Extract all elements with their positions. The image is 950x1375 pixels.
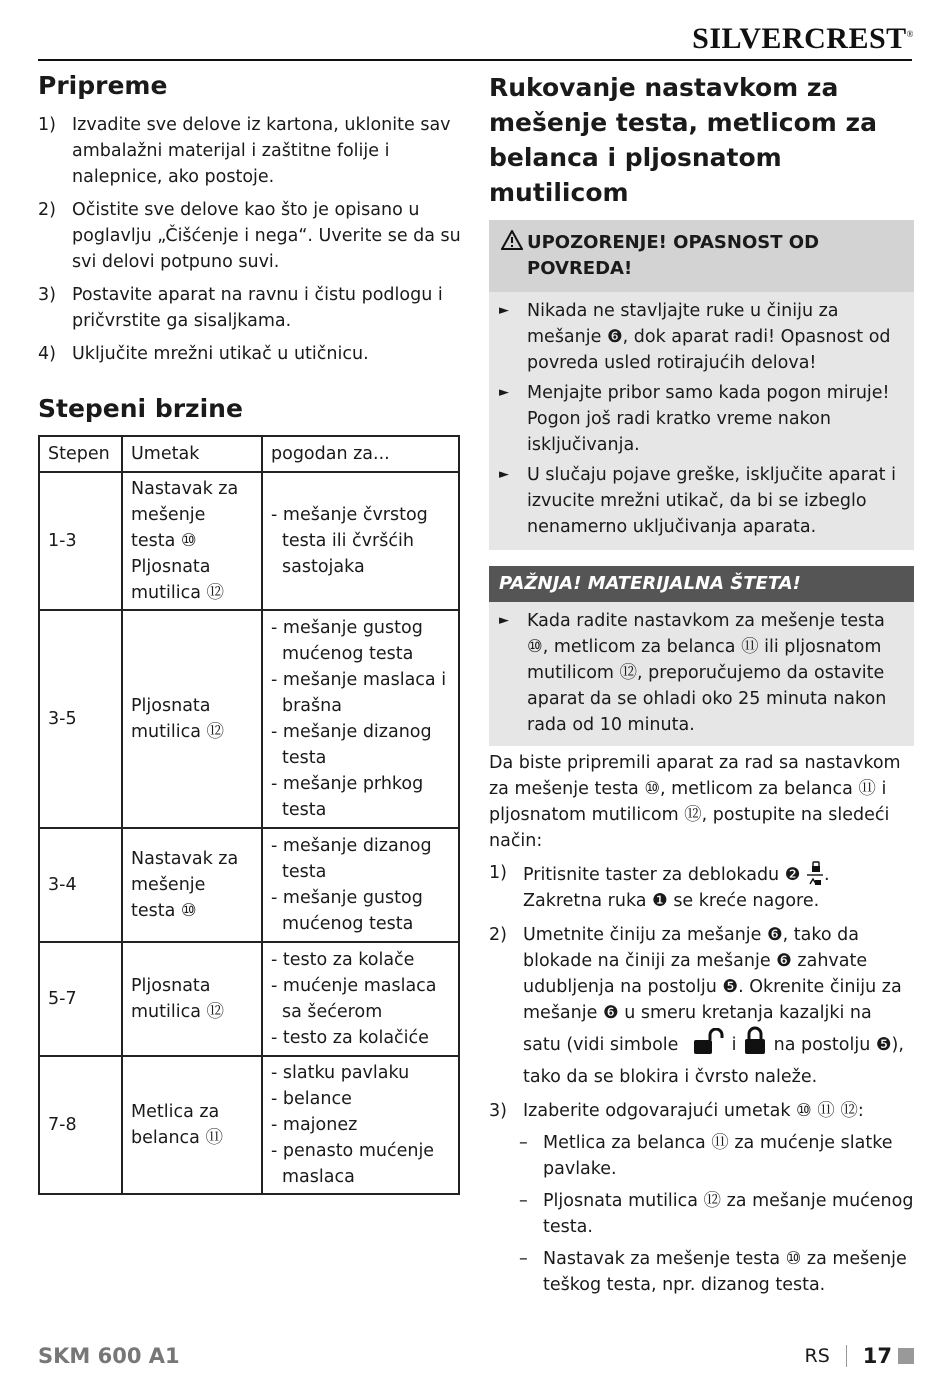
option-item [519, 1246, 914, 1298]
footer-language: RS [804, 1345, 830, 1367]
step-1-text-a: Pritisnite taster za deblokadu ❷ [523, 865, 801, 885]
use-item: - belance [271, 1089, 352, 1109]
table-row [39, 472, 459, 610]
option-text: Metlica za belanca ⑪ za mućenje slatke pavlake. [543, 1133, 893, 1179]
use-text: mešanje gustog mućenog testa [282, 618, 423, 664]
warning-box [489, 220, 914, 550]
warning-triangle-icon [501, 230, 527, 282]
cell-uses [262, 610, 459, 828]
step-number: 1) [489, 863, 507, 883]
procedure-list [489, 860, 914, 1304]
use-item: - testo za kolačiće [271, 1028, 429, 1048]
use-text: mućenje maslaca sa šećerom [282, 976, 437, 1022]
option-item [519, 1130, 914, 1182]
bullet-text: U slučaju pojave greške, isključite aparat i izvucite mrežni utikač, da bi se izbeglo nenamerno uključivanja aparata. [527, 465, 896, 537]
prep-title: Pripreme [38, 71, 168, 100]
warning-list [489, 298, 914, 540]
use-item: - mešanje gustog mućenog testa [271, 618, 423, 664]
cell-umetak [122, 610, 262, 828]
use-item: - majonez [271, 1115, 358, 1135]
col-header-umetak: Umetak [122, 436, 262, 472]
option-item [519, 1188, 914, 1240]
arrow-bullet-icon: ► [499, 613, 509, 628]
attachment-name [131, 476, 253, 554]
step-2-and: i [731, 1035, 737, 1055]
intro-paragraph: Da biste pripremili aparat za rad sa nastavkom za mešenje testa ⑩, metlicom za belanca ⑪ i pljosnatom mutilicom ⑫, postupite na sledeći način: [489, 753, 901, 851]
step-number: 4) [38, 344, 56, 364]
attachment-name [131, 554, 253, 606]
use-text: mešanje čvrstog testa ili čvršćih sastojaka [282, 505, 428, 577]
bullet-text: Kada radite nastavkom za mešenje testa ⑩, metlicom za belanca ⑪ ili pljosnatom mutilicom ⑫, preporučujemo da ostavite aparat da se ohladi oko 25 minuta nakon rada od 10 minuta. [527, 611, 887, 735]
table-row [39, 828, 459, 942]
step-3-text: Izaberite odgovarajući umetak ⑩ ⑪ ⑫: [523, 1101, 864, 1121]
step-number: 1) [38, 115, 56, 135]
use-item: - mešanje maslaca i brašna [271, 670, 447, 716]
table-row [39, 942, 459, 1056]
attachment-number: ⑫ [206, 722, 225, 742]
use-text: mešanje prhkog testa [282, 774, 424, 820]
table-row [39, 1056, 459, 1194]
attachment-number: ⑩ [180, 531, 197, 551]
attachment-number: ⑫ [206, 583, 225, 603]
cell-stepen: 1-3 [39, 472, 122, 610]
use-text: slatku pavlaku [282, 1063, 410, 1083]
use-item: - testo za kolače [271, 950, 415, 970]
attachment-number: ⑪ [205, 1128, 223, 1148]
section-title: Rukovanje nastavkom za mešenje testa, metlicom za belanca i pljosnatom mutilicom [489, 73, 877, 207]
cell-umetak [122, 1056, 262, 1194]
use-item: - mešanje dizanog testa [271, 722, 432, 768]
footer-separator [846, 1345, 847, 1367]
attachment-number: ⑫ [206, 1002, 225, 1022]
use-text: majonez [282, 1115, 358, 1135]
prep-step [38, 112, 462, 190]
attachment-label: Pljosnata mutilica [131, 696, 211, 742]
caution-list [489, 608, 914, 738]
arrow-bullet-icon: ► [499, 467, 509, 482]
dash-marker: – [519, 1133, 528, 1153]
step-number: 3) [489, 1101, 507, 1121]
table-row [39, 610, 459, 828]
bullet-text: Menjajte pribor samo kada pogon miruje! Pogon još radi kratko vreme nakon isključivanja. [527, 383, 890, 455]
use-item: - mešanje gustog mućenog testa [271, 888, 423, 934]
use-item: - mućenje maslaca sa šećerom [271, 976, 437, 1022]
attachment-label: Metlica za belanca [131, 1102, 220, 1148]
step-2-text-b: na postolju ❺), tako da se blokira i čvrsto naleže. [523, 1035, 904, 1087]
unlock-symbol-icon [806, 860, 824, 886]
attachment-label: Pljosnata mutilica [131, 976, 211, 1022]
prep-step [38, 282, 462, 334]
step-text: Postavite aparat na ravnu i čistu podlogu i pričvrstite ga sisaljkama. [72, 285, 443, 331]
use-item: - mešanje čvrstog testa ili čvršćih sastojaka [271, 505, 428, 577]
attachment-label: Nastavak za mešenje testa [131, 479, 239, 551]
unlocked-padlock-icon [692, 1028, 726, 1064]
cell-stepen: 3-4 [39, 828, 122, 942]
dash-marker: – [519, 1249, 528, 1269]
bullet-item [499, 380, 904, 458]
caution-header: PAŽNJA! MATERIJALNA ŠTETA! [489, 566, 914, 602]
cell-umetak [122, 828, 262, 942]
use-text: penasto mućenje maslaca [282, 1141, 435, 1187]
left-column [38, 70, 462, 1195]
cell-stepen: 3-5 [39, 610, 122, 828]
attachment-options-list [489, 1130, 914, 1304]
speed-table [38, 435, 460, 1195]
warning-header [489, 220, 914, 292]
step-number: 3) [38, 285, 56, 305]
bullet-item [499, 298, 904, 376]
cell-uses [262, 828, 459, 942]
footer-model: SKM 600 A1 [38, 1344, 180, 1368]
use-item: - mešanje prhkog testa [271, 774, 424, 820]
step-text: Izvadite sve delove iz kartona, uklonite sav ambalažni materijal i zaštitne folije i nalepnice, ako postoje. [72, 115, 451, 187]
procedure-step-2 [489, 922, 914, 1090]
use-text: mešanje dizanog testa [282, 836, 432, 882]
cell-stepen: 5-7 [39, 942, 122, 1056]
step-text: Uključite mrežni utikač u utičnicu. [72, 344, 369, 364]
use-text: mešanje maslaca i brašna [282, 670, 447, 716]
attachment-name [131, 973, 253, 1025]
option-text: Pljosnata mutilica ⑫ za mešanje mućenog testa. [543, 1191, 914, 1237]
caution-box [489, 566, 914, 746]
square-marker-icon [898, 1348, 914, 1364]
option-text: Nastavak za mešenje testa ⑩ za mešenje teškog testa, npr. dizanog testa. [543, 1249, 907, 1295]
use-item: - penasto mućenje maslaca [271, 1141, 435, 1187]
use-text: belance [282, 1089, 352, 1109]
step-number: 2) [489, 925, 507, 945]
attachment-name [131, 693, 253, 745]
footer-pagination [805, 1344, 915, 1368]
table-header-row [39, 436, 459, 472]
header-rule [38, 59, 912, 61]
attachment-name [131, 846, 253, 924]
use-text: mešanje dizanog testa [282, 722, 432, 768]
use-item: - slatku pavlaku [271, 1063, 410, 1083]
cell-umetak [122, 942, 262, 1056]
attachment-label: Nastavak za mešenje testa [131, 849, 239, 921]
warning-title: UPOZORENJE! OPASNOST OD POVREDA! [527, 232, 820, 279]
speed-title: Stepeni brzine [38, 394, 243, 423]
step-text: Očistite sve delove kao što je opisano u poglavlju „Čišćenje i nega“. Uverite se da su svi delovi potpuno suvi. [72, 200, 461, 272]
prep-step [38, 341, 462, 367]
step-2-text-a: Umetnite činiju za mešanje ❻, tako da blokade na činiji za mešanje ❻ zahvate udubljenja na postolju ❺. Okrenite činiju za mešanje ❻ u smeru kretanja kazaljki na satu (vidi simbole [523, 925, 902, 1055]
bullet-item [499, 462, 904, 540]
cell-uses [262, 942, 459, 1056]
use-text: testo za kolačiće [282, 1028, 429, 1048]
bullet-item [499, 608, 904, 738]
right-column [489, 70, 914, 1312]
prep-steps-list [38, 112, 462, 367]
procedure-step-1 [489, 860, 914, 914]
page-number: 17 [862, 1344, 892, 1368]
attachment-name [131, 1099, 253, 1151]
attachment-label: Pljosnata mutilica [131, 557, 211, 603]
use-item: - mešanje dizanog testa [271, 836, 432, 882]
col-header-uses: pogodan za... [262, 436, 459, 472]
step-1-text-b: . Zakretna ruka ❶ se kreće nagore. [523, 865, 830, 911]
cell-uses [262, 472, 459, 610]
prep-step [38, 197, 462, 275]
attachment-number: ⑩ [180, 901, 197, 921]
use-text: testo za kolače [282, 950, 415, 970]
use-text: mešanje gustog mućenog testa [282, 888, 423, 934]
cell-stepen: 7-8 [39, 1056, 122, 1194]
locked-padlock-icon [742, 1026, 768, 1064]
bullet-text: Nikada ne stavljajte ruke u činiju za mešanje ❻, dok aparat radi! Opasnost od povreda usled rotirajućih delova! [527, 301, 891, 373]
col-header-stepen: Stepen [39, 436, 122, 472]
cell-uses [262, 1056, 459, 1194]
dash-marker: – [519, 1191, 528, 1211]
step-number: 2) [38, 200, 56, 220]
procedure-step-3 [489, 1098, 914, 1304]
arrow-bullet-icon: ► [499, 385, 509, 400]
arrow-bullet-icon: ► [499, 303, 509, 318]
cell-umetak [122, 472, 262, 610]
brand-logo: SILVERCREST® [692, 22, 914, 55]
